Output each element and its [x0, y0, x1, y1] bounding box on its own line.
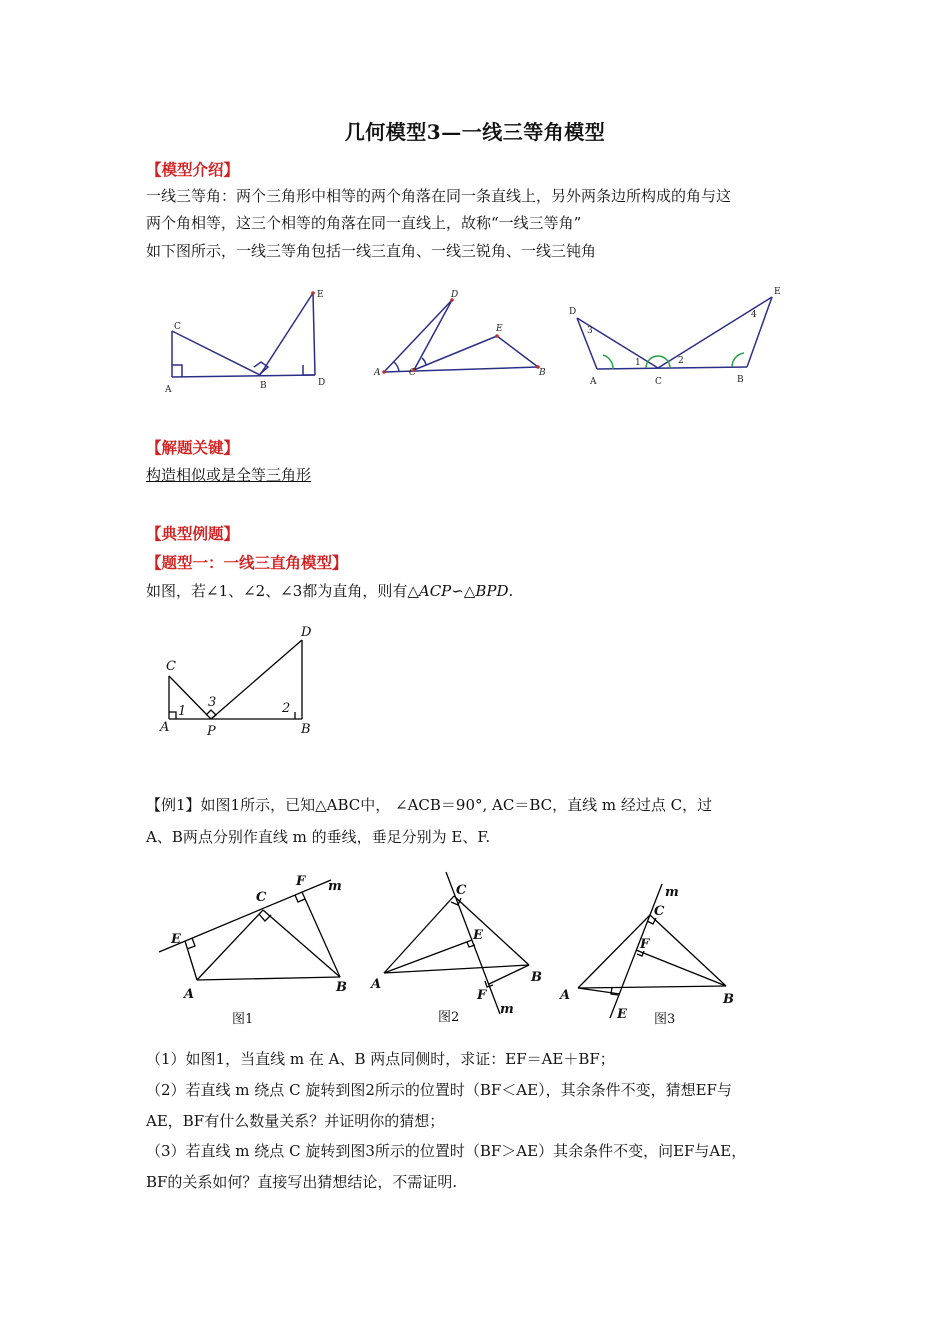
label-b: B: [260, 381, 267, 391]
angle-2-label: 2: [282, 701, 291, 716]
angle-3-label: 3: [208, 695, 217, 710]
label-e: E: [317, 290, 324, 300]
figure-example-1: [155, 870, 365, 1030]
label-b: B: [737, 375, 744, 385]
label-c: C: [174, 322, 181, 332]
figure-one-line-three-acute-angles: [372, 288, 552, 388]
figure-one-line-three-obtuse-angles: [565, 283, 795, 393]
section-typical-examples: 【典型例题】: [146, 524, 240, 543]
label-m: m: [328, 879, 342, 894]
label-c: C: [655, 377, 662, 387]
question-2-line-1: （2）若直线 m 绕点 C 旋转到图2所示的位置时（BF＜AE），其余条件不变，猜想EF与: [146, 1081, 732, 1099]
caption-figure-3: 图3: [654, 1012, 676, 1027]
example-1-line-2: A、B两点分别作直线 m 的垂线，垂足分别为 E、F.: [146, 828, 491, 846]
question-2-line-2: AE，BF有什么数量关系？并证明你的猜想；: [146, 1112, 445, 1130]
angle-1-label: 1: [178, 704, 187, 719]
question-3-line-1: （3）若直线 m 绕点 C 旋转到图3所示的位置时（BF＞AE）其余条件不变，问EF与AE，: [146, 1142, 747, 1160]
question-3-line-2: BF的关系如何？直接写出猜想结论，不需证明.: [146, 1173, 458, 1191]
label-a: A: [590, 377, 597, 387]
label-p: P: [207, 724, 216, 739]
section-key-point: 【解题关键】: [146, 438, 240, 457]
label-e: E: [617, 1007, 627, 1022]
label-m: m: [665, 885, 679, 900]
type-one-statement: 如图，若∠1、∠2、∠3都为直角，则有△ACP∽△BPD.: [146, 582, 514, 600]
label-c: C: [456, 883, 467, 898]
figure-example-3: [558, 870, 758, 1030]
label-b: B: [539, 368, 546, 378]
label-e: E: [774, 287, 781, 297]
label-a: A: [374, 368, 381, 378]
label-f: F: [477, 988, 487, 1003]
label-c: C: [166, 659, 176, 674]
label-m: m: [500, 1002, 514, 1017]
label-d: D: [569, 307, 577, 317]
label-b: B: [301, 722, 311, 737]
example-1-line-1: 【例1】如图1所示，已知△ABC中， ∠ACB＝90°, AC＝BC，直线 m 经过点 C，过: [146, 796, 713, 814]
label-a: A: [165, 385, 172, 395]
label-a: A: [560, 988, 571, 1003]
label-b: B: [531, 970, 542, 985]
label-e: E: [473, 928, 483, 943]
angle-1-label: 1: [635, 358, 641, 368]
label-c: C: [654, 904, 665, 919]
angle-4-label: 4: [751, 310, 757, 320]
label-f: F: [296, 874, 306, 889]
key-point-text: 构造相似或是全等三角形: [146, 466, 312, 484]
intro-line-2: 两个角相等，这三个相等的角落在同一直线上，故称“一线三等角”: [146, 214, 582, 232]
intro-line-1: 一线三等角：两个三角形中相等的两个角落在同一条直线上，另外两条边所构成的角与这: [146, 187, 732, 205]
label-a: A: [371, 977, 382, 992]
question-1: （1）如图1，当直线 m 在 A、B 两点同侧时，求证：EF＝AE＋BF；: [146, 1050, 615, 1068]
caption-figure-1: 图1: [232, 1012, 254, 1027]
angle-3-label: 3: [587, 326, 593, 336]
section-type-one: 【题型一：一线三直角模型】: [146, 553, 348, 572]
figure-one-line-three-right-angles: [158, 285, 338, 405]
figure-type-one: [155, 622, 335, 742]
label-c: C: [256, 890, 267, 905]
label-b: B: [336, 980, 347, 995]
figure-example-2: [368, 870, 558, 1030]
label-d: D: [301, 625, 312, 640]
label-e: E: [496, 324, 503, 334]
label-f: F: [640, 937, 650, 952]
intro-line-3: 如下图所示，一线三等角包括一线三直角、一线三锐角、一线三钝角: [146, 242, 597, 260]
section-model-intro: 【模型介绍】: [146, 160, 240, 179]
label-e: E: [171, 932, 181, 947]
caption-figure-2: 图2: [438, 1010, 460, 1025]
page-title: 几何模型3—一线三等角模型: [344, 120, 606, 144]
label-a: A: [160, 720, 170, 735]
label-d: D: [451, 290, 459, 300]
label-c: C: [409, 368, 416, 378]
label-d: D: [318, 378, 326, 388]
label-b: B: [723, 992, 734, 1007]
label-a: A: [184, 987, 195, 1002]
angle-2-label: 2: [678, 356, 684, 366]
